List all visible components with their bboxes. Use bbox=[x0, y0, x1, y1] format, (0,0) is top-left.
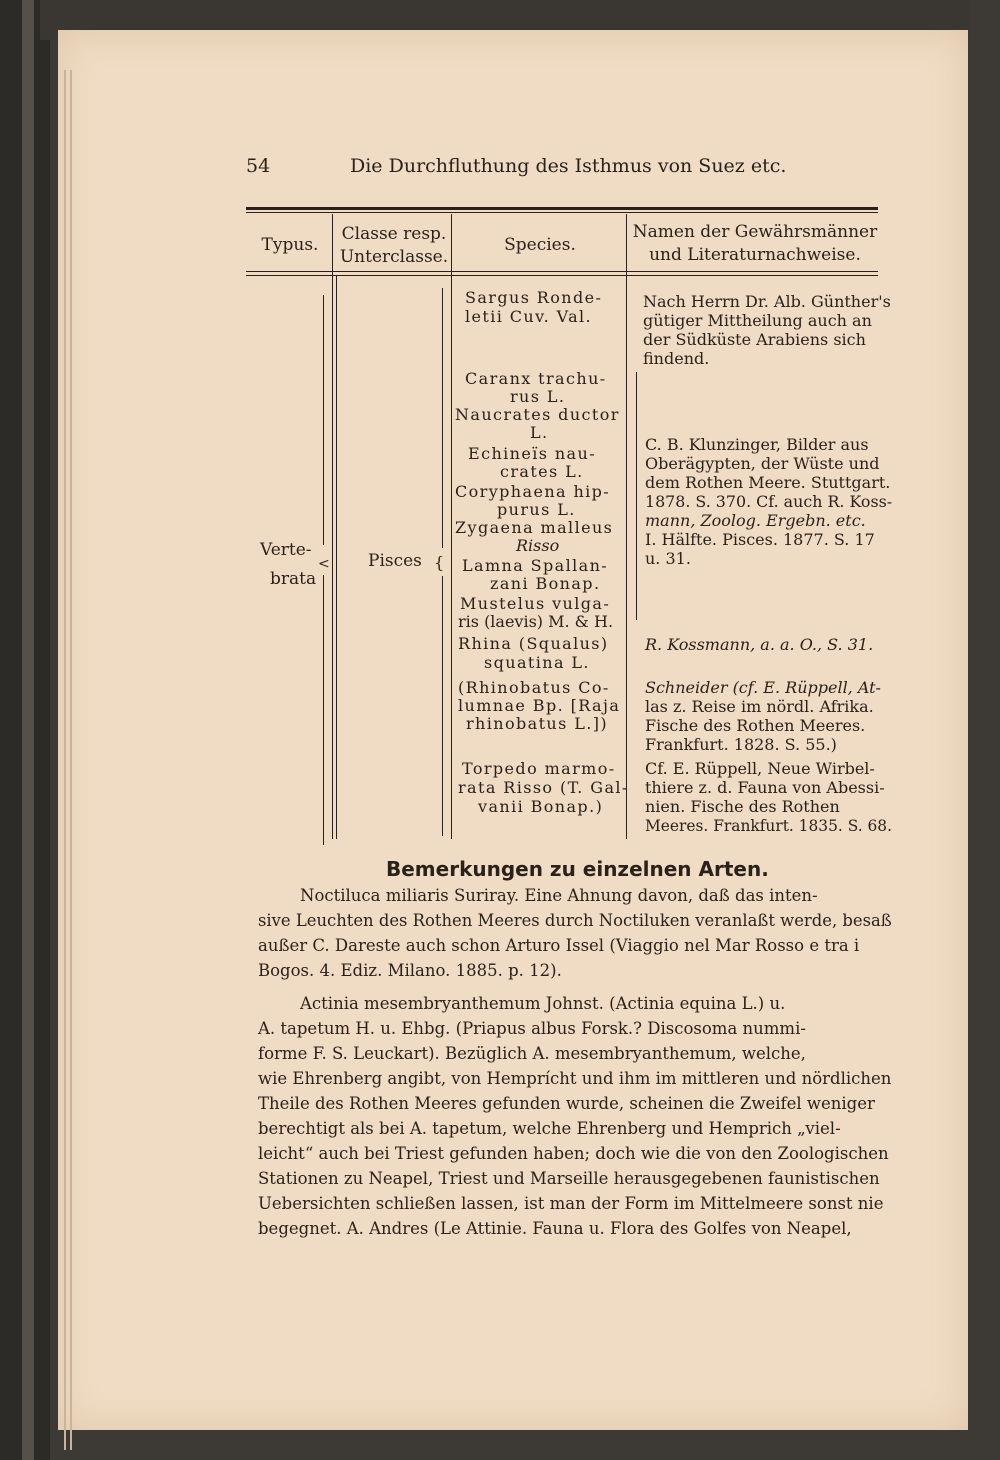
species-line: zani Bonap. bbox=[490, 574, 601, 593]
header-classe: Classe resp. bbox=[341, 224, 447, 244]
text-line: Uebersichten schließen lassen, ist man der Form im Mittelmeere sonst nie bbox=[258, 1194, 884, 1213]
species-line: squatina L. bbox=[484, 653, 590, 672]
text-line: forme F. S. Leuckart). Bezüglich A. mesembryanthemum, welche, bbox=[258, 1044, 806, 1063]
text-line: A. tapetum H. u. Ehbg. (Priapus albus Forsk.? Discosoma nummi- bbox=[258, 1019, 806, 1038]
species-line: letii Cuv. Val. bbox=[465, 307, 593, 326]
text-line: berechtigt als bei A. tapetum, welche Ehrenberg und Hemprich „viel- bbox=[258, 1119, 841, 1138]
text-line: wie Ehrenberg angibt, von Hemprícht und ihm im mittleren und nördlichen bbox=[258, 1069, 892, 1088]
species-line: Torpedo marmo- bbox=[462, 759, 616, 778]
text-line: Bogos. 4. Ediz. Milano. 1885. p. 12). bbox=[258, 961, 562, 980]
species-line: lumnae Bp. [Raja bbox=[458, 696, 621, 715]
reference-line: dem Rothen Meere. Stuttgart. bbox=[645, 473, 891, 492]
reference-line: Oberägypten, der Wüste und bbox=[645, 454, 880, 473]
section-title: Bemerkungen zu einzelnen Arten. bbox=[386, 857, 769, 881]
reference-line: Cf. E. Rüppell, Neue Wirbel- bbox=[645, 759, 875, 778]
species-line: Naucrates ductor bbox=[455, 405, 620, 424]
classe-brace-line bbox=[442, 576, 443, 836]
reference-line: nien. Fische des Rothen bbox=[645, 797, 840, 816]
species-line: Echineïs nau- bbox=[468, 444, 597, 463]
header-species: Species. bbox=[504, 235, 576, 255]
species-line: Lamna Spallan- bbox=[462, 556, 609, 575]
table-top-rule bbox=[246, 207, 878, 210]
column-divider bbox=[336, 276, 337, 839]
column-divider bbox=[626, 214, 627, 839]
reference-line: Fische des Rothen Meeres. bbox=[645, 716, 866, 735]
classe-pisces: Pisces bbox=[368, 551, 422, 571]
species-line: Rhina (Squalus) bbox=[458, 634, 609, 653]
table-top-rule-thin bbox=[246, 212, 878, 213]
species-line: Risso bbox=[516, 536, 560, 555]
species-line: vanii Bonap.) bbox=[478, 797, 604, 816]
reference-line: der Südküste Arabiens sich bbox=[643, 330, 866, 349]
reference-line: Nach Herrn Dr. Alb. Günther's bbox=[643, 292, 891, 311]
typus-verte: Verte- bbox=[260, 540, 312, 560]
species-line: (Rhinobatus Co- bbox=[458, 678, 610, 697]
species-line: rhinobatus L.]) bbox=[466, 714, 609, 733]
species-line: rus L. bbox=[510, 387, 566, 406]
reference-line: Schneider (cf. E. Rüppell, At- bbox=[645, 678, 881, 697]
typus-brace: < bbox=[318, 556, 330, 572]
reference-line: thiere z. d. Fauna von Abessi- bbox=[645, 778, 885, 797]
species-line: L. bbox=[530, 423, 549, 442]
reference-line: Meeres. Frankfurt. 1835. S. 68. bbox=[645, 816, 892, 835]
reference-brace-line bbox=[636, 372, 637, 620]
species-line: Coryphaena hip- bbox=[455, 482, 611, 501]
reference-line: gütiger Mittheilung auch an bbox=[643, 311, 872, 330]
column-divider bbox=[451, 214, 452, 839]
classe-brace: { bbox=[434, 553, 445, 572]
column-divider bbox=[332, 214, 333, 839]
reference-line: las z. Reise im nördl. Afrika. bbox=[645, 697, 874, 716]
reference-line: findend. bbox=[643, 349, 710, 368]
reference-line: mann, Zoolog. Ergebn. etc. bbox=[645, 511, 866, 530]
header-literatur: und Literaturnachweise. bbox=[649, 245, 861, 265]
text-line: außer C. Dareste auch schon Arturo Issel (Viaggio nel Mar Rosso e tra i bbox=[258, 936, 860, 955]
reference-line: C. B. Klunzinger, Bilder aus bbox=[645, 435, 869, 454]
header-namen: Namen der Gewährsmänner bbox=[632, 222, 878, 242]
text-line: leicht“ auch bei Triest gefunden haben; doch wie die von den Zoologischen bbox=[258, 1144, 889, 1163]
reference-line: I. Hälfte. Pisces. 1877. S. 17 bbox=[645, 530, 875, 549]
page-edge bbox=[64, 70, 66, 1450]
table-header-rule bbox=[246, 271, 878, 272]
reference-line: Frankfurt. 1828. S. 55.) bbox=[645, 735, 837, 754]
typus-brata: brata bbox=[270, 569, 317, 589]
species-line: Caranx trachu- bbox=[465, 369, 607, 388]
text-line: Stationen zu Neapel, Triest und Marseille herausgegebenen faunistischen bbox=[258, 1169, 880, 1188]
reference-line: 1878. S. 370. Cf. auch R. Koss- bbox=[645, 492, 893, 511]
species-line: purus L. bbox=[497, 500, 576, 519]
page-number: 54 bbox=[246, 155, 271, 177]
text-line: Actinia mesembryanthemum Johnst. (Actinia equina L.) u. bbox=[300, 994, 786, 1013]
table-header-rule-2 bbox=[246, 275, 878, 276]
text-line: begegnet. A. Andres (Le Attinie. Fauna u. Flora des Golfes von Neapel, bbox=[258, 1219, 852, 1238]
book-binding bbox=[0, 0, 50, 1460]
species-line: Mustelus vulga- bbox=[460, 594, 611, 613]
species-line: ris (laevis) M. & H. bbox=[458, 612, 614, 631]
text-line: Noctiluca miliaris Suriray. Eine Ahnung davon, daß das inten- bbox=[300, 886, 818, 905]
typus-brace-line bbox=[323, 575, 324, 845]
page-edge bbox=[70, 70, 72, 1450]
running-title: Die Durchfluthung des Isthmus von Suez etc. bbox=[350, 155, 787, 177]
species-line: rata Risso (T. Gal- bbox=[458, 778, 629, 797]
header-unterclasse: Unterclasse. bbox=[339, 247, 449, 267]
header-typus: Typus. bbox=[261, 235, 319, 255]
species-line: crates L. bbox=[500, 462, 584, 481]
reference-line: u. 31. bbox=[645, 549, 691, 568]
classe-brace-line bbox=[442, 288, 443, 548]
text-line: sive Leuchten des Rothen Meeres durch Noctiluken veranlaßt werde, besaß bbox=[258, 911, 892, 930]
reference-line: R. Kossmann, a. a. O., S. 31. bbox=[645, 635, 874, 654]
species-line: Zygaena malleus bbox=[455, 518, 614, 537]
text-line: Theile des Rothen Meeres gefunden wurde, scheinen die Zweifel weniger bbox=[258, 1094, 875, 1113]
species-line: Sargus Ronde- bbox=[465, 288, 603, 307]
typus-brace-line bbox=[323, 295, 324, 545]
